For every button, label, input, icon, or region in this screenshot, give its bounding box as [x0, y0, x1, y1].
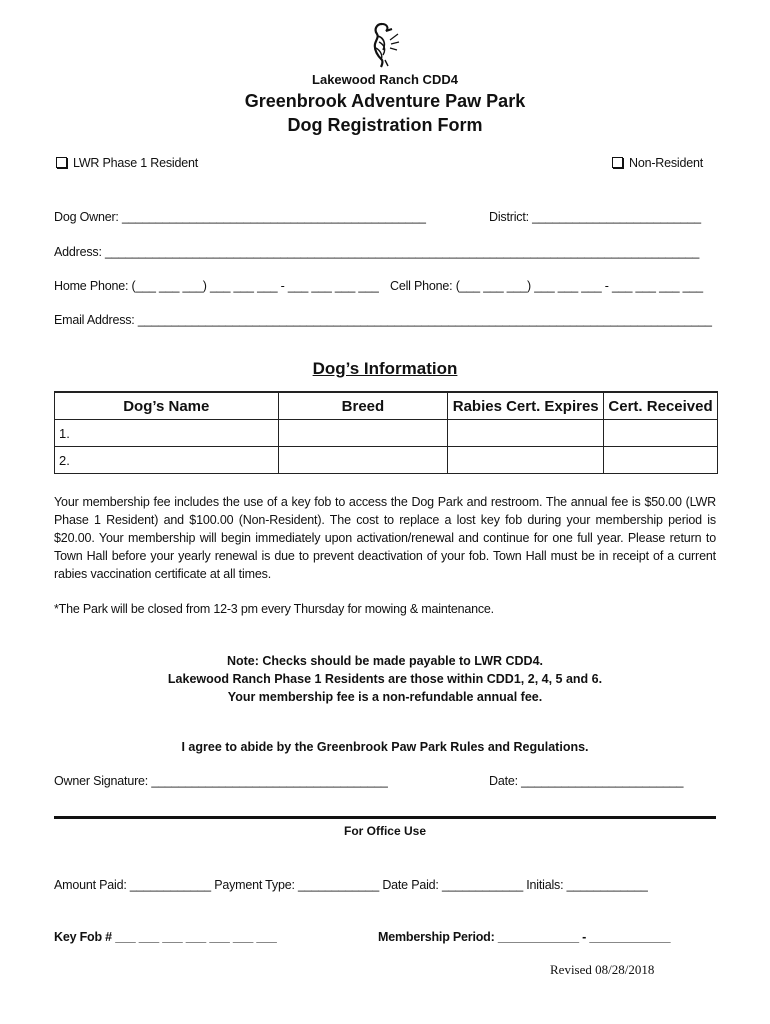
- rabies-expires-cell[interactable]: [448, 447, 604, 474]
- cert-received-cell[interactable]: [604, 420, 718, 447]
- breed-cell[interactable]: [278, 420, 448, 447]
- address-field[interactable]: Address: ________________________________________________________________________________________: [54, 245, 700, 259]
- dogs-table: [54, 391, 718, 474]
- refund-note: Your membership fee is a non-refundable annual fee.: [227, 690, 543, 704]
- dog-owner-field[interactable]: Dog Owner: _____________________________________________: [54, 210, 426, 224]
- column-header-breed: Breed: [278, 392, 448, 420]
- rabies-expires-cell[interactable]: [448, 420, 604, 447]
- office-divider: [54, 816, 716, 819]
- non-resident-label: Non-Resident: [629, 156, 704, 170]
- cert-received-cell[interactable]: [604, 447, 718, 474]
- non-resident-checkbox[interactable]: [612, 157, 623, 168]
- checks-note: Note: Checks should be made payable to LWR CDD4.: [226, 654, 544, 668]
- column-header-dog-name: Dog’s Name: [55, 392, 279, 420]
- resident-label: LWR Phase 1 Resident: [73, 156, 198, 170]
- fee-paragraph: Your membership fee includes the use of a key fob to access the Dog Park and restroom. The annual fee is $50.00 (LWR Phase 1 Resident) and $100.00 (Non-Resident). The cost to replace a lost key fob during your membership period is $20.00. Your membership will begin immediately upon activation/renewal and continue for one full year. Please return to Town Hall before your yearly renewal is due to prevent deactivation of your fob. Town Hall must be in receipt of a current rabies vaccination certificate at all times.: [54, 495, 716, 581]
- home-phone-field[interactable]: Home Phone: (___ ___ ___) ___ ___ ___ - ___ ___ ___ ___: [54, 279, 379, 293]
- owner-signature-field[interactable]: Owner Signature: ___________________________________: [54, 774, 388, 788]
- column-header-rabies-expires: Rabies Cert. Expires: [448, 392, 604, 420]
- dog-name-cell[interactable]: 2.: [55, 447, 279, 474]
- dogs-section-title: Dog’s Information: [312, 359, 458, 378]
- resident-checkbox[interactable]: [56, 157, 67, 168]
- office-use-heading: For Office Use: [343, 824, 427, 838]
- email-field[interactable]: Email Address: _____________________________________________________________________________________: [54, 313, 712, 327]
- resident-option[interactable]: [56, 156, 198, 170]
- table-row: [55, 420, 718, 447]
- office-payment-fields[interactable]: Amount Paid: ____________ Payment Type: ____________ Date Paid: ____________ Initials: ____________: [54, 878, 648, 892]
- residents-note: Lakewood Ranch Phase 1 Residents are those within CDD1, 2, 4, 5 and 6.: [167, 672, 603, 686]
- form-title: Dog Registration Form: [287, 115, 483, 135]
- district-field[interactable]: District: _________________________: [489, 210, 701, 224]
- signature-date-field[interactable]: Date: ________________________: [489, 774, 684, 788]
- form-title-park: Greenbrook Adventure Paw Park: [244, 91, 526, 111]
- non-resident-option[interactable]: [612, 156, 703, 170]
- dog-name-cell[interactable]: 1.: [55, 420, 279, 447]
- column-header-cert-received: Cert. Received: [604, 392, 718, 420]
- agreement-statement: I agree to abide by the Greenbrook Paw Park Rules and Regulations.: [181, 740, 589, 754]
- cell-phone-field[interactable]: Cell Phone: (___ ___ ___) ___ ___ ___ - ___ ___ ___ ___: [390, 279, 703, 293]
- key-fob-field[interactable]: Key Fob # ___ ___ ___ ___ ___ ___ ___: [54, 930, 277, 944]
- revision-date: Revised 08/28/2018: [550, 962, 655, 977]
- breed-cell[interactable]: [278, 447, 448, 474]
- table-header-row: [55, 392, 718, 420]
- table-row: [55, 447, 718, 474]
- heron-logo-icon: [364, 20, 404, 68]
- closure-note: *The Park will be closed from 12-3 pm every Thursday for mowing & maintenance.: [54, 602, 494, 616]
- membership-period-field[interactable]: Membership Period: ____________ - ____________: [378, 930, 671, 944]
- organization-name: Lakewood Ranch CDD4: [312, 72, 458, 87]
